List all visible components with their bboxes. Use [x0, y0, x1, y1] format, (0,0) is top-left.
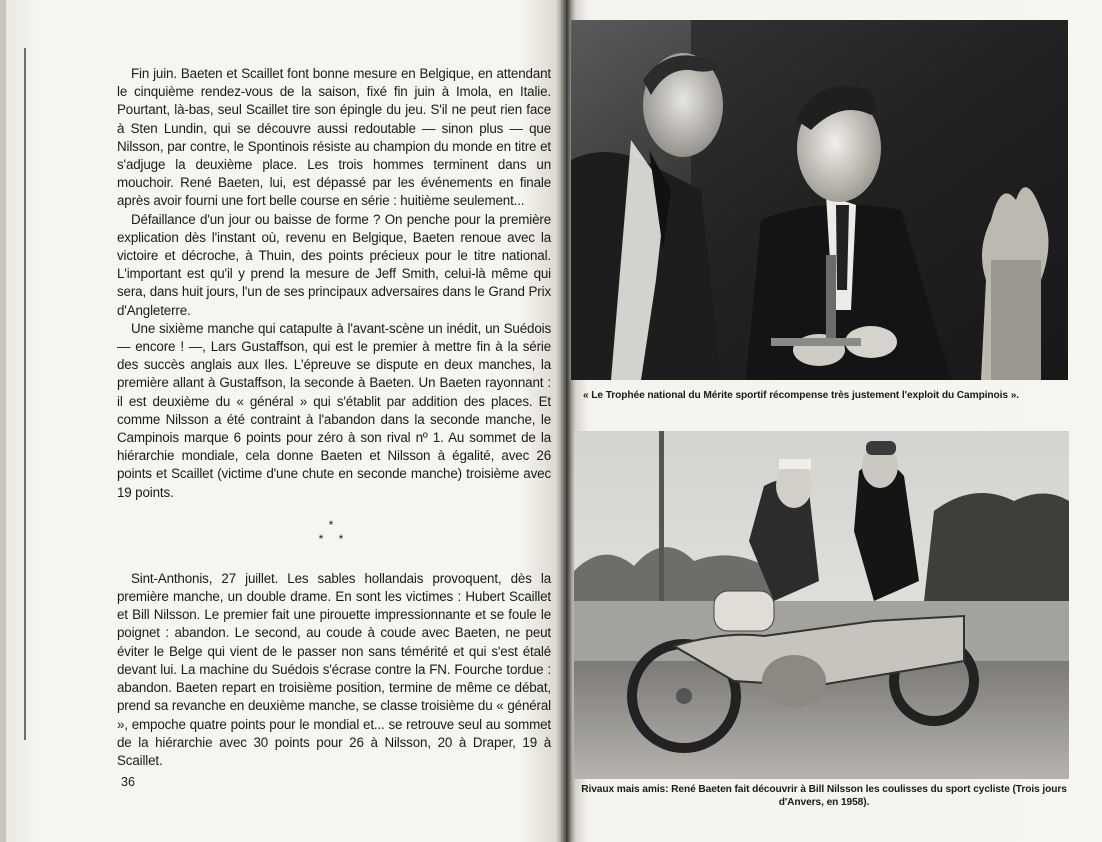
- caption-lead: Rivaux mais amis: [581, 784, 666, 795]
- paragraph-4: Sint-Anthonis, 27 juillet. Les sables hollandais provoquent, dès la première manche, un double drame. En sont les victimes : Hubert Scaillet et Bill Nilsson. Le premier fait une pirouette impressionnante et se foule le poignet : abandon. Le second, au coude à coude avec Baeten, ne peut éviter le Belge qui vient de le passer non sans témérité et qui s'est étalé devant lui. La machine du Suédois s'écrase contre la FN. Fourche tordue : abandon. Baeten repart en troisième position, termine de même ce débat, prend sa revanche en deuxième manche, se classe troisième du « général », empoche quatre points pour le mondial et... se retrouve seul au sommet de la hiérarchie avec 30 points pour 26 à Nilsson, 20 à Draper, 19 à Scaillet.: [117, 570, 551, 768]
- page-edge: [0, 0, 6, 842]
- section-break: [117, 518, 551, 546]
- caption-rest: : René Baeten fait découvrir à Bill Nilsson les coulisses du sport cycliste (Trois jours d'Anvers, en 1958).: [665, 784, 1067, 808]
- trophy-photo-image: [571, 20, 1068, 380]
- paragraph-1: Fin juin. Baeten et Scaillet font bonne mesure en Belgique, en attendant le cinquième rendez-vous de la saison, fixé fin juin à Imola, en Italie. Pourtant, là-bas, seul Scaillet tire son épingle du jeu. S'il ne peut rien face à Sten Lundin, qui se découvre aussi redoutable — sinon plus — que Nilsson, par contre, le Spontinois résiste au champion du monde en titre et s'adjuge la deuxième place. Les trois hommes terminent dans un mouchoir. René Baeten, lui, est dépassé par les événements en finale après avoir fourni une fort belle course en série : huitième seulement...: [117, 66, 551, 209]
- page-number: 36: [121, 775, 135, 789]
- binding-rule: [24, 48, 26, 740]
- paragraph-3: Une sixième manche qui catapulte à l'avant-scène un inédit, un Suédois — encore ! —, Lars Gustaffson, qui est le premier à mettre fin à la série des succès anglais aux Iles. L'épreuve se dispute en deux manches, la première allant à Gustaffson, la seconde à Baeten. Un Baeten rayonnant : il est deuxième du « général » qui s'établit par addition des places. Et comme Nilsson a été contraint à l'abandon dans la seconde manche, le Campinois marque 6 points pour zéro à son rival nº 1. Au sommet de la hiérarchie mondiale, cela donne Baeten et Nilsson à égalité, avec 26 points et Scaillet (victime d'une chute en seconde manche) troisième avec 19 points.: [117, 320, 551, 500]
- motorcycle-photo-caption: [574, 783, 1074, 809]
- paragraph-2: Défaillance d'un jour ou baisse de forme ? On penche pour la première explication dès l'instant où, revenu en Belgique, Baeten renoue avec la victoire et décroche, à Thuin, des points précieux pour le titre national. L'important est qu'il y prend la mesure de Jeff Smith, celui-là même qui sera, dans huit jours, l'un de ses principaux adversaires dans le Grand Prix d'Angleterre.: [117, 211, 551, 318]
- motorcycle-photo: [574, 431, 1069, 779]
- trophy-photo: [571, 20, 1068, 380]
- section-break-star-top: *: [328, 517, 340, 532]
- section-break-star-bottom: * *: [318, 531, 350, 546]
- article-text: [117, 65, 551, 770]
- motorcycle-photo-image: [574, 431, 1069, 779]
- trophy-photo-caption: « Le Trophée national du Mérite sportif récompense très justement l'exploit du Campinois ».: [583, 390, 1020, 401]
